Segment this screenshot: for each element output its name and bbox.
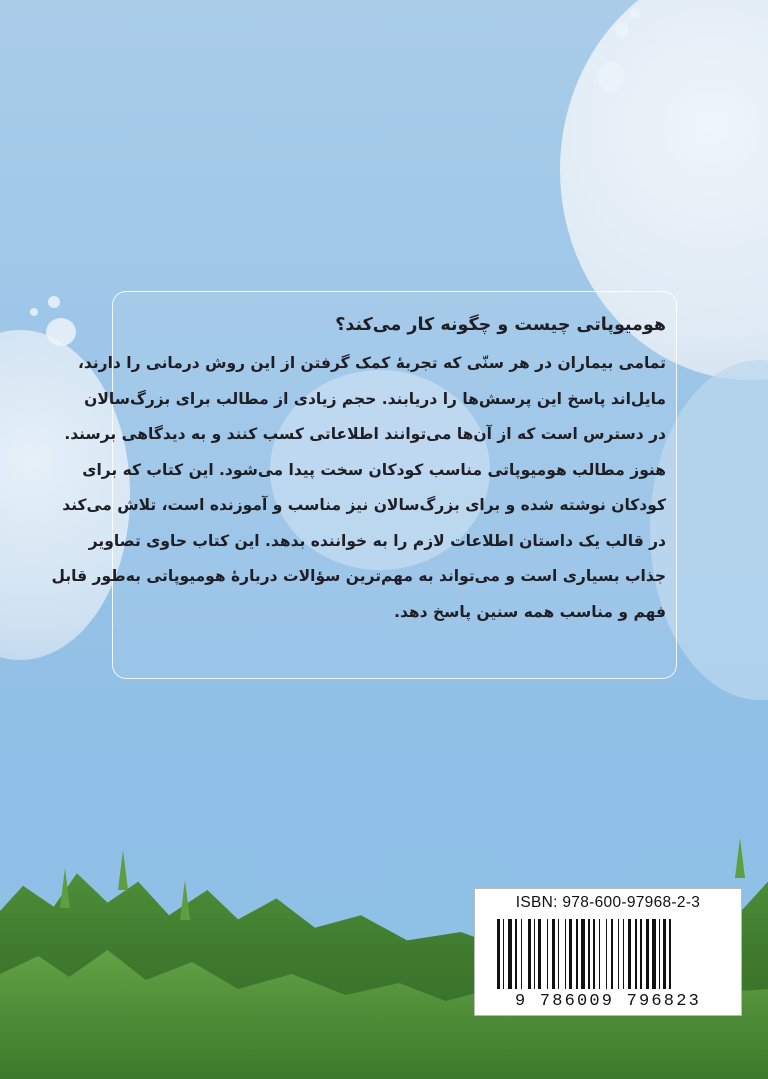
barcode-bar <box>628 919 632 989</box>
description-heading: هومیوپاتی چیست و چگونه کار می‌کند؟ <box>335 315 666 335</box>
description-line: فهم و مناسب همه سنین پاسخ دهد. <box>394 602 666 621</box>
barcode-bar <box>593 919 594 989</box>
barcode-bar <box>534 919 535 989</box>
barcode-bar <box>547 919 548 989</box>
bubble-decoration <box>46 318 76 346</box>
description-panel <box>51 291 677 679</box>
barcode-bar <box>623 919 624 989</box>
barcode-bar <box>538 919 541 989</box>
barcode-bar <box>552 919 555 989</box>
bubble-decoration <box>615 22 629 38</box>
barcode-bar <box>599 919 600 989</box>
grass-blade <box>118 850 128 890</box>
barcode-bar <box>663 919 666 989</box>
barcode-bar <box>659 919 660 989</box>
bubble-decoration <box>598 62 624 92</box>
isbn-barcode <box>474 888 742 1016</box>
barcode-bars <box>497 919 721 989</box>
bubble-decoration <box>48 296 60 308</box>
barcode-bar <box>508 919 512 989</box>
barcode-bar <box>565 919 566 989</box>
barcode-bar <box>640 919 641 989</box>
barcode-bar <box>503 919 504 989</box>
barcode-bar <box>521 919 522 989</box>
barcode-bar <box>652 919 656 989</box>
description-line: در دسترس است که از آن‌ها می‌توانند اطلاعاتی کسب کنند و به دیدگاهی برسند. <box>64 425 666 443</box>
barcode-bar <box>569 919 572 989</box>
description-line: در قالب یک داستان اطلاعات لازم را به خواننده بدهد. این کتاب حاوی تصاویر <box>88 531 666 550</box>
barcode-bar <box>635 919 638 989</box>
grass-blade <box>735 838 745 878</box>
barcode-bar <box>576 919 577 989</box>
barcode-bar <box>515 919 516 989</box>
description-line: هنوز مطالب هومیوپاتی مناسب کودکان سخت پیدا می‌شود. این کتاب که برای <box>82 460 666 479</box>
barcode-bar <box>497 919 500 989</box>
barcode-bar <box>606 919 607 989</box>
barcode-bar <box>588 919 591 989</box>
bubble-decoration <box>630 8 640 18</box>
grass-blade <box>180 880 190 920</box>
description-line: کودکان نوشته شده و برای بزرگ‌سالان نیز مناسب و آموزنده است، تلاش می‌کند <box>62 496 666 514</box>
isbn-label: ISBN: 978-600-97968-2-3 <box>515 894 701 911</box>
barcode-bar <box>558 919 559 989</box>
barcode-digits: 9 786009 796823 <box>514 992 702 1011</box>
barcode-bar <box>669 919 672 989</box>
description-line: مایل‌اند پاسخ این پرسش‌ها را دریابند. حجم زیادی از مطالب برای بزرگ‌سالان <box>84 389 666 408</box>
barcode-bar <box>618 919 619 989</box>
description-text <box>51 310 666 630</box>
bubble-decoration <box>30 308 38 316</box>
barcode-bar <box>581 919 585 989</box>
barcode-bar <box>646 919 649 989</box>
description-line: تمامی بیماران در هر سنّی که تجربهٔ کمک گرفتن از این روش درمانی را دارند، <box>78 354 666 372</box>
barcode-bar <box>528 919 531 989</box>
grass-blade <box>60 868 70 908</box>
barcode-bar <box>611 919 614 989</box>
description-line: جذاب بسیاری است و می‌تواند به مهم‌ترین سؤالات دربارهٔ هومیوپاتی به‌طور قابل <box>51 567 666 585</box>
